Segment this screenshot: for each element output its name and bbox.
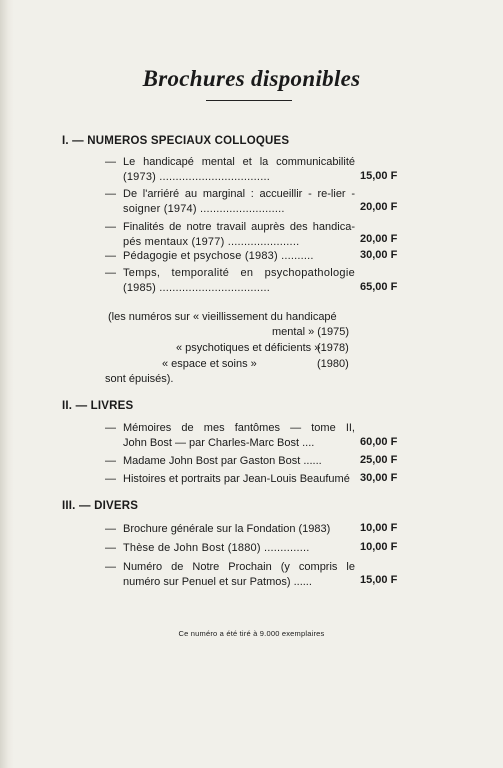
item-text: Madame John Bost par Gaston Bost ......: [123, 455, 322, 467]
item-price: 20,00 F: [360, 201, 398, 213]
item-text: Finalités de notre travail auprès des handica-: [123, 221, 355, 233]
page-spine-shadow: [0, 0, 14, 768]
item-dash: —: [105, 156, 116, 168]
section-heading-divers: III. — DIVERS: [62, 500, 139, 512]
item-price: 15,00 F: [360, 170, 398, 182]
item-text-cont: John Bost — par Charles-Marc Bost ....: [123, 437, 315, 449]
note-line: mental » (1975): [272, 326, 350, 338]
page-title: Brochures disponibles: [142, 66, 361, 91]
print-run-note: Ce numéro a été tiré à 9.000 exemplaires: [178, 629, 325, 638]
item-text-cont: (1973) ..................................: [123, 171, 270, 183]
item-dash: —: [105, 267, 116, 279]
item-price: 30,00 F: [360, 249, 398, 261]
item-text-cont: numéro sur Penuel et sur Patmos) ......: [123, 576, 312, 588]
item-dash: —: [105, 455, 116, 467]
item-price: 30,00 F: [360, 472, 398, 484]
section-heading-colloques: I. — NUMEROS SPECIAUX COLLOQUES: [62, 135, 290, 147]
note-line: « psychotiques et déficients »: [176, 342, 321, 354]
item-text: Thèse de John Bost (1880) ..............: [123, 542, 310, 554]
item-text: Brochure générale sur la Fondation (1983): [123, 523, 331, 535]
item-price: 10,00 F: [360, 522, 398, 534]
item-price: 25,00 F: [360, 454, 398, 466]
item-dash: —: [105, 221, 116, 233]
section-heading-livres: II. — LIVRES: [62, 400, 134, 412]
item-text: Pédagogie et psychose (1983) ..........: [123, 250, 314, 262]
item-price: 10,00 F: [360, 541, 398, 553]
item-dash: —: [105, 188, 116, 200]
note-line: « espace et soins »: [162, 358, 257, 370]
item-dash: —: [105, 523, 116, 535]
item-text: Histoires et portraits par Jean-Louis Beaufumé: [123, 473, 350, 485]
title-underline: [206, 100, 292, 101]
item-text-cont: pés mentaux (1977) ......................: [123, 236, 300, 248]
item-dash: —: [105, 561, 116, 573]
item-dash: —: [105, 473, 116, 485]
item-dash: —: [105, 542, 116, 554]
item-text-cont: (1985) ..................................: [123, 282, 270, 294]
note-line: sont épuisés).: [105, 373, 174, 385]
item-price: 20,00 F: [360, 233, 398, 245]
item-text: Le handicapé mental et la communicabilité: [123, 156, 355, 168]
item-price: 15,00 F: [360, 574, 398, 586]
item-text: Numéro de Notre Prochain (y compris le: [123, 561, 355, 573]
item-text: Mémoires de mes fantômes — tome II,: [123, 422, 355, 434]
item-price: 60,00 F: [360, 436, 398, 448]
note-year: (1980): [317, 358, 349, 370]
item-dash: —: [105, 422, 116, 434]
item-dash: —: [105, 250, 116, 262]
item-price: 65,00 F: [360, 281, 398, 293]
note-line: (les numéros sur « vieillissement du handicapé: [108, 311, 337, 323]
note-year: (1978): [317, 342, 349, 354]
item-text: Temps, temporalité en psychopathologie: [123, 267, 355, 279]
item-text-cont: soigner (1974) ..........................: [123, 203, 285, 215]
item-text: De l'arriéré au marginal : accueillir - re-lier -: [123, 188, 355, 200]
